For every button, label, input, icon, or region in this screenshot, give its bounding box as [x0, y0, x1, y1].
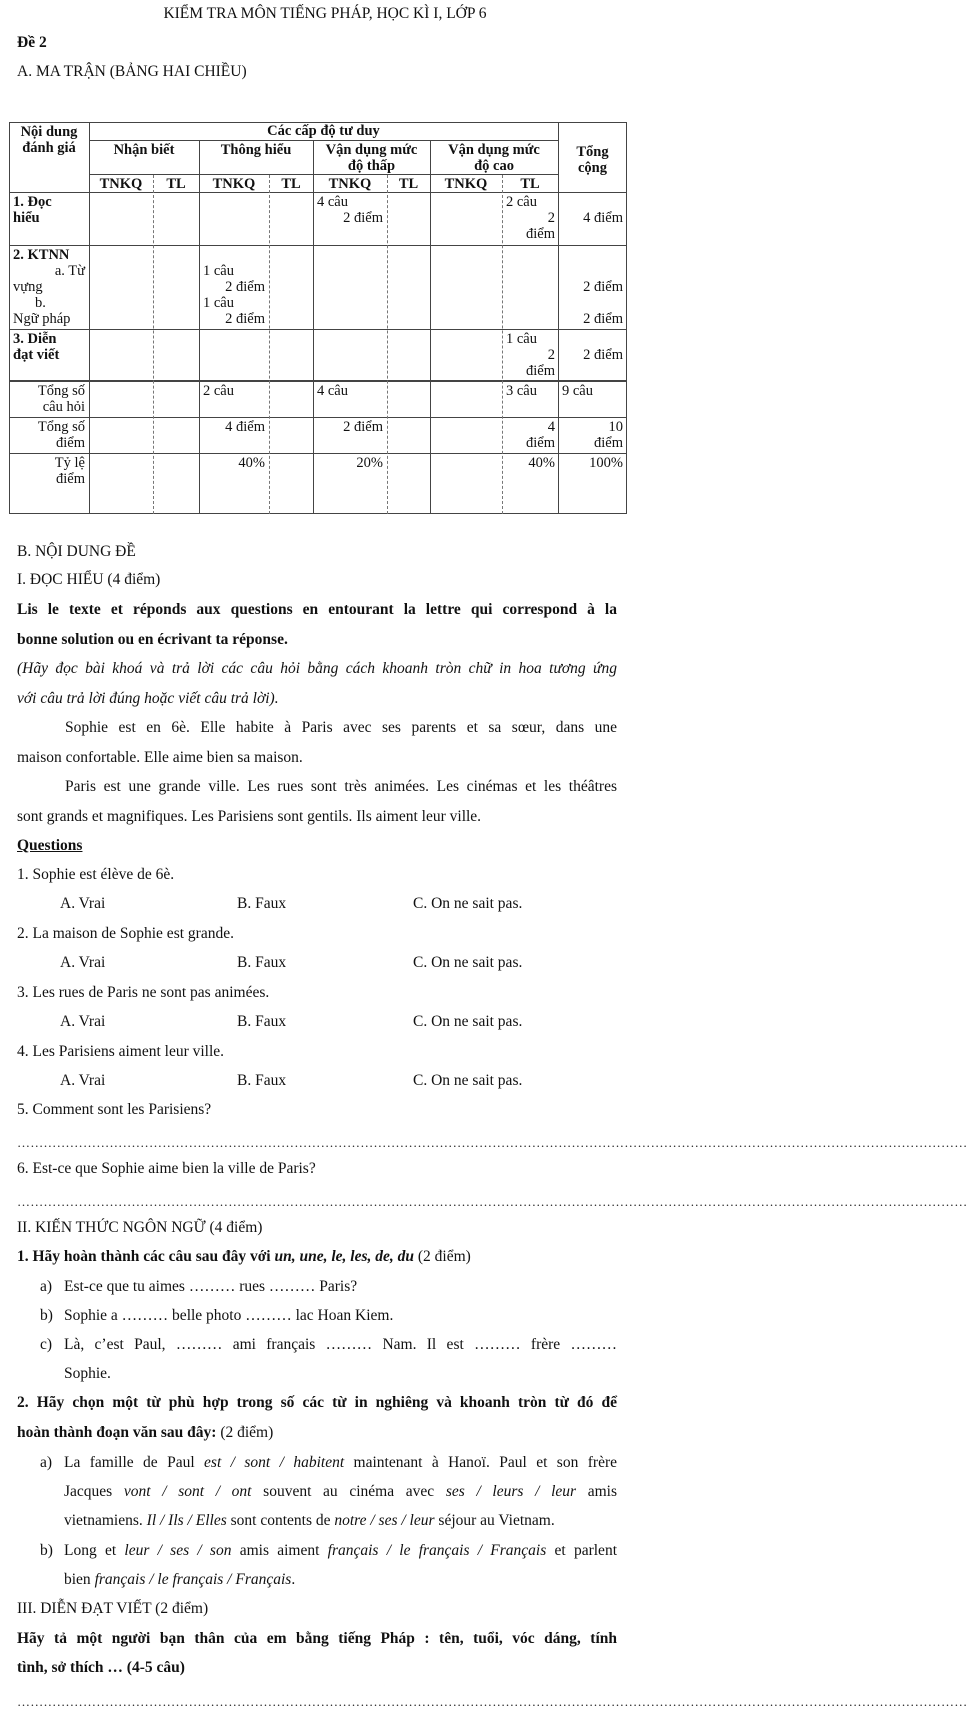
- sub-header-tnkq: TNKQ: [328, 176, 372, 192]
- exercise-1-item-c-label: c): [40, 1336, 53, 1353]
- row-label-tong-diem-l1: Tổng số: [37, 419, 85, 435]
- exercise-1-instruction: [17, 1248, 471, 1266]
- mc-question-2-option-a[interactable]: A. Vrai: [60, 954, 106, 971]
- section-a-title: A. MA TRẬN (BẢNG HAI CHIỀU): [17, 63, 247, 80]
- exercise-2-item-b-label: b): [40, 1542, 53, 1559]
- mc-question-3: 3. Les rues de Paris ne sont pas animées.: [17, 984, 270, 1001]
- exercise-1-item-a-label: a): [40, 1278, 53, 1295]
- row-label-ty-le-l1: Tỷ lệ: [54, 455, 85, 471]
- cell-tong-cau-vdc: 3 câu: [506, 383, 537, 399]
- passage-p1-line2: maison confortable. Elle aime bien sa maison.: [17, 749, 303, 766]
- exercise-1-item-b: Sophie a ……… belle photo ……… lac Hoan Kiem.: [64, 1307, 394, 1324]
- questions-heading: [17, 837, 82, 855]
- open-question-5: 5. Comment sont les Parisiens?: [17, 1101, 212, 1118]
- text: Long et: [64, 1542, 125, 1559]
- mc-question-4: 4. Les Parisiens aiment leur ville.: [17, 1043, 225, 1060]
- mc-question-2-option-c[interactable]: C. On ne sait pas.: [413, 954, 523, 971]
- cell-tong-diem-vdc-l1: 4: [547, 419, 555, 435]
- cell-tong-diem-total-l2: điểm: [594, 435, 623, 451]
- cell-ty-le-total: 100%: [589, 455, 623, 471]
- header-total-l1: Tổng: [576, 144, 609, 160]
- row-label-tong-cau-l1: Tổng số: [37, 383, 85, 399]
- sub-header-tnkq: TNKQ: [212, 176, 256, 192]
- row-label-ktnn-a-l1: a. Từ: [54, 263, 85, 279]
- row-label-ktnn-a-l2: vựng: [13, 279, 43, 295]
- mc-question-2: 2. La maison de Sophie est grande.: [17, 925, 234, 942]
- text: sont contents de: [226, 1512, 335, 1529]
- text: La famille de Paul: [64, 1454, 205, 1471]
- part2-title: II. KIẾN THỨC NGÔN NGỮ (4 điểm): [17, 1219, 263, 1236]
- cell-ktnn-a-total: 2 điểm: [583, 279, 623, 295]
- cell-ktnn-b-th-l1: 1 câu: [203, 295, 234, 311]
- exercise-1-intro: 1. Hãy hoàn thành các câu sau đây với: [17, 1248, 275, 1265]
- header-level-nhan-biet: Nhận biết: [113, 142, 175, 158]
- cell-ktnn-a-th-l2: 2 điểm: [225, 279, 265, 295]
- part3-task-line2: tình, sở thích … (4-5 câu): [17, 1659, 185, 1676]
- choice-il-ils-elles[interactable]: Il / Ils / Elles: [146, 1512, 227, 1529]
- text: vietnamiens.: [64, 1512, 147, 1529]
- exercise-2-item-b-line1: [64, 1536, 617, 1565]
- row-label-dien-dat-l2: đạt viết: [13, 347, 60, 363]
- answer-line-writing[interactable]: ………………………………………………………………………………………………………………………………………………………………………………………………: [17, 1694, 967, 1709]
- text: amis: [576, 1483, 617, 1500]
- mc-question-3-option-b[interactable]: B. Faux: [237, 1013, 287, 1030]
- sub-header-tl: TL: [398, 176, 419, 192]
- header-thinking-levels: Các cấp độ tư duy: [267, 123, 380, 139]
- text: amis aiment: [231, 1542, 328, 1559]
- text: Jacques: [64, 1483, 124, 1500]
- cell-tong-diem-vdc-l2: điểm: [526, 435, 555, 451]
- mc-question-3-option-a[interactable]: A. Vrai: [60, 1013, 106, 1030]
- exam-title: KIỂM TRA MÔN TIẾNG PHÁP, HỌC KÌ I, LỚP 6: [163, 5, 487, 22]
- exercise-1-words: un, une, le, les, de, du: [274, 1248, 415, 1265]
- row-label-tong-diem-l2: điểm: [56, 435, 85, 451]
- part1-title: I. ĐỌC HIỂU (4 điểm): [17, 571, 161, 588]
- exercise-2-intro-bold: hoàn thành đoạn văn sau đây:: [17, 1424, 217, 1441]
- cell-doc-hieu-vdc-tl-l3: điểm: [526, 226, 555, 242]
- row-label-ktnn-b-l1: b.: [35, 295, 46, 311]
- instruction-fr-line2: bonne solution ou en écrivant ta réponse.: [17, 631, 288, 648]
- row-label-tong-cau-l2: câu hỏi: [42, 399, 85, 415]
- choice-ses-leurs-leur[interactable]: ses / leurs / leur: [445, 1483, 577, 1500]
- exercise-1-item-a: Est-ce que tu aimes ……… rues ……… Paris?: [64, 1278, 358, 1295]
- cell-ty-le-th: 40%: [238, 455, 265, 471]
- questions-heading-text: Questions: [17, 837, 83, 854]
- mc-question-1-option-c[interactable]: C. On ne sait pas.: [413, 895, 523, 912]
- exercise-2-item-a-label: a): [40, 1454, 53, 1471]
- mc-question-3-option-c[interactable]: C. On ne sait pas.: [413, 1013, 523, 1030]
- header-level-van-dung-cao: Vận dụng mức: [448, 142, 540, 158]
- mc-question-1-option-b[interactable]: B. Faux: [237, 895, 287, 912]
- exercise-1-item-c-line1: Là, c’est Paul, ……… ami français ……… Nam. Il est ……… frère ………: [64, 1336, 617, 1353]
- text: et parlent: [546, 1542, 617, 1559]
- mc-question-4-option-b[interactable]: B. Faux: [237, 1072, 287, 1089]
- row-label-doc-hieu-l2: hiểu: [13, 210, 40, 226]
- choice-notre-ses-leur[interactable]: notre / ses / leur: [334, 1512, 435, 1529]
- cell-tong-diem-th: 4 điểm: [225, 419, 265, 435]
- mc-question-4-option-a[interactable]: A. Vrai: [60, 1072, 106, 1089]
- sub-header-tl: TL: [520, 176, 540, 192]
- cell-ktnn-b-th-l2: 2 điểm: [225, 311, 265, 327]
- exercise-2-item-a-line1: [64, 1448, 617, 1477]
- passage-p2-line2: sont grands et magnifiques. Les Parisiens sont gentils. Ils aiment leur ville.: [17, 808, 482, 825]
- sub-header-tl: TL: [281, 176, 301, 192]
- cell-tong-diem-total-l1: 10: [608, 419, 623, 435]
- row-label-dien-dat-l1: 3. Diễn: [13, 331, 57, 347]
- text: .: [291, 1571, 296, 1588]
- mc-question-4-option-c[interactable]: C. On ne sait pas.: [413, 1072, 523, 1089]
- header-level-thong-hieu: Thông hiểu: [220, 142, 292, 158]
- instruction-vi-line1: (Hãy đọc bài khoá và trả lời các câu hỏi bằng cách khoanh tròn chữ in hoa tương ứng: [17, 660, 617, 677]
- choice-leur-ses-son[interactable]: leur / ses / son: [124, 1542, 232, 1559]
- cell-ktnn-a-th-l1: 1 câu: [203, 263, 234, 279]
- exercise-1-item-c-line2: Sophie.: [64, 1365, 111, 1382]
- exercise-2-intro-line2: [17, 1424, 273, 1442]
- cell-ktnn-b-total: 2 điểm: [583, 311, 623, 327]
- header-content-line2: đánh giá: [22, 140, 76, 156]
- header-level-van-dung-thap: Vận dụng mức: [325, 142, 418, 158]
- cell-tong-cau-vdt: 4 câu: [317, 383, 348, 399]
- row-label-ktnn: 2. KTNN: [13, 247, 70, 263]
- cell-dien-dat-vdc-tl-l1: 1 câu: [506, 331, 537, 347]
- sub-header-tnkq: TNKQ: [444, 176, 488, 192]
- part3-task-line1: Hãy tả một người bạn thân của em bằng tiếng Pháp : tên, tuổi, vóc dáng, tính: [17, 1630, 617, 1647]
- exercise-2-intro-line1: 2. Hãy chọn một từ phù hợp trong số các từ in nghiêng và khoanh tròn từ đó để: [17, 1394, 617, 1411]
- choice-vont-sont-ont[interactable]: vont / sont / ont: [123, 1483, 252, 1500]
- text: souvent au cinéma avec: [251, 1483, 446, 1500]
- header-total-l2: cộng: [578, 160, 607, 176]
- answer-line-5[interactable]: ………………………………………………………………………………………………………………………………………………………………………………………………: [17, 1135, 967, 1150]
- instruction-fr-line1: Lis le texte et réponds aux questions en entourant la lettre qui correspond à la: [17, 601, 617, 618]
- text: maintenant à Hanoï. Paul et son frère: [344, 1454, 617, 1471]
- sub-header-tnkq: TNKQ: [99, 176, 143, 192]
- passage-p2-line1: Paris est une grande ville. Les rues sont très animées. Les cinémas et les théâtres: [65, 778, 617, 795]
- cell-dien-dat-vdc-tl-l3: điểm: [526, 363, 555, 379]
- mc-question-1: 1. Sophie est élève de 6è.: [17, 866, 175, 883]
- choice-francais-2[interactable]: français / le français / Français: [94, 1571, 292, 1588]
- assessment-matrix-table: [9, 122, 627, 514]
- section-b-title: B. NỘI DUNG ĐỀ: [17, 543, 136, 560]
- text: bien: [64, 1571, 95, 1588]
- cell-doc-hieu-vdc-tl-l2: 2: [547, 210, 555, 226]
- header-content-line1: Nội dung: [20, 124, 78, 140]
- cell-tong-diem-vdt: 2 điểm: [343, 419, 383, 435]
- cell-dien-dat-total: 2 điểm: [583, 347, 623, 363]
- cell-tong-cau-th: 2 câu: [203, 383, 234, 399]
- cell-doc-hieu-vdt-tnkq-l1: 4 câu: [317, 194, 348, 210]
- cell-ty-le-vdt: 20%: [356, 455, 383, 471]
- text: séjour au Vietnam.: [434, 1512, 555, 1529]
- exercise-2-item-a-line2: [64, 1477, 617, 1506]
- part3-title: III. DIỄN ĐẠT VIẾT (2 điểm): [17, 1600, 209, 1617]
- row-label-doc-hieu-l1: 1. Đọc: [13, 194, 52, 210]
- passage-p1-line1: Sophie est en 6è. Elle habite à Paris avec ses parents et sa sœur, dans une: [65, 719, 617, 736]
- cell-dien-dat-vdc-tl-l2: 2: [547, 347, 555, 363]
- instruction-vi-line2: với câu trả lời đúng hoặc viết câu trả lời).: [17, 690, 279, 707]
- choice-francais-1[interactable]: français / le français / Français: [327, 1542, 547, 1559]
- exercise-2-item-a-line3: [64, 1512, 555, 1530]
- row-label-ktnn-b-l2: Ngữ pháp: [13, 311, 71, 327]
- row-label-ty-le-l2: điểm: [56, 471, 85, 487]
- choice-est-sont-habitent[interactable]: est / sont / habitent: [204, 1454, 345, 1471]
- exam-code: Đề 2: [17, 34, 47, 51]
- exercise-2-item-b-line2: [64, 1571, 295, 1589]
- answer-line-6[interactable]: ………………………………………………………………………………………………………………………………………………………………………………………………: [17, 1194, 967, 1209]
- sub-header-tl: TL: [166, 176, 186, 192]
- cell-doc-hieu-vdc-tl-l1: 2 câu: [506, 194, 537, 210]
- mc-question-1-option-a[interactable]: A. Vrai: [60, 895, 106, 912]
- exercise-1-points: (2 điểm): [414, 1248, 471, 1265]
- exercise-2-points: (2 điểm): [216, 1424, 274, 1441]
- header-level-van-dung-thap-l2: độ thấp: [347, 158, 396, 174]
- header-level-van-dung-cao-l2: độ cao: [474, 158, 514, 174]
- cell-ty-le-vdc: 40%: [528, 455, 555, 471]
- cell-tong-cau-total: 9 câu: [562, 383, 593, 399]
- cell-doc-hieu-vdt-tnkq-l2: 2 điểm: [343, 210, 383, 226]
- cell-doc-hieu-total: 4 điểm: [583, 210, 623, 226]
- open-question-6: 6. Est-ce que Sophie aime bien la ville de Paris?: [17, 1160, 316, 1177]
- mc-question-2-option-b[interactable]: B. Faux: [237, 954, 287, 971]
- exercise-1-item-b-label: b): [40, 1307, 53, 1324]
